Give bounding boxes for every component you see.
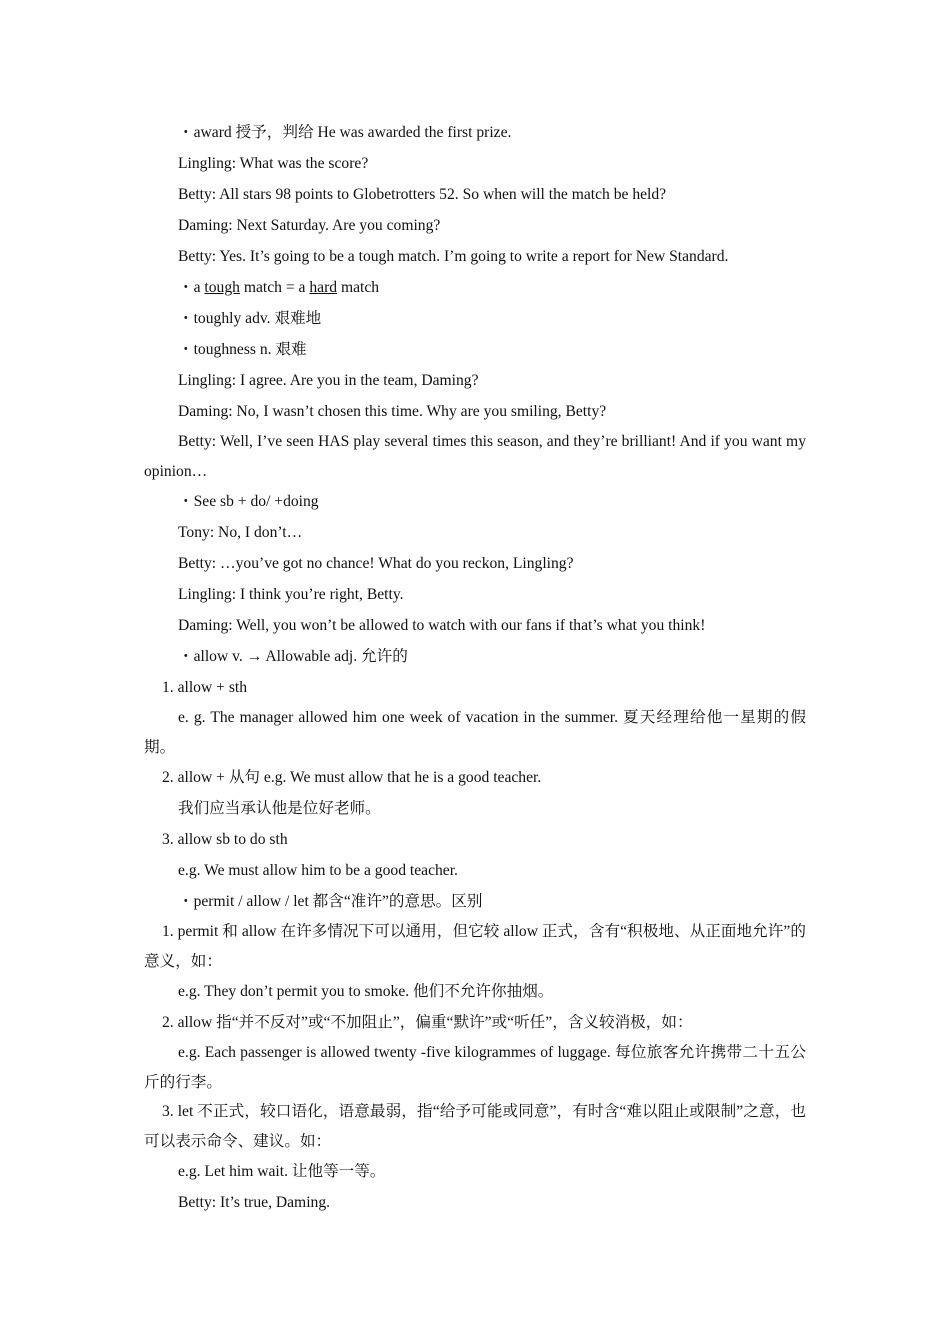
dialogue-line: Daming: Well, you won’t be allowed to watch with our fans if that’s what you think! [178,617,706,634]
note-permit-allow-let: ・permit / allow / let 都含“准许”的意思。区别 [178,893,483,910]
underlined-word-tough: tough [204,279,240,296]
note-text: match [337,279,380,296]
dialogue-line: Betty: It’s true, Daming. [178,1194,331,1211]
dialogue-line: Betty: Yes. It’s going to be a tough match. I’m going to write a report for New Standard. [178,248,729,265]
note-toughly: ・toughly adv. 艰难地 [178,310,322,327]
dialogue-line: Tony: No, I don’t… [178,524,303,541]
dialogue-line: Lingling: What was the score? [178,155,369,172]
note-see-sb: ・See sb + do/ +doing [178,493,319,510]
note-award: ・award 授予，判给 He was awarded the first prize. [178,124,512,141]
usage-item: 2. allow + 从句 e.g. We must allow that he is a good teacher. [162,769,542,786]
note-toughness: ・toughness n. 艰难 [178,341,307,358]
document-body [144,117,806,1218]
dialogue-line: Betty: Well, I’ve seen HAS play several times this season, and they’re brilliant! And if you want my opinion… [144,433,806,480]
example-sentence: e.g. Let him wait. 让他等一等。 [178,1163,386,1180]
example-sentence: e.g. They don’t permit you to smoke. 他们不允许你抽烟。 [178,983,554,1000]
note-text: match = a [239,279,310,296]
example-sentence: e.g. We must allow him to be a good teacher. [178,862,458,879]
usage-item: 1. permit 和 allow 在许多情况下可以通用，但它较 allow 正式，含有“积极地、从正面地允许”的意义，如： [144,923,806,970]
dialogue-line: Lingling: I agree. Are you in the team, Daming? [178,372,479,389]
usage-item: 3. let 不正式，较口语化，语意最弱，指“给予可能或同意”，有时含“难以阻止或限制”之意，也可以表示命令、建议。如： [144,1103,806,1150]
dialogue-line: Daming: No, I wasn’t chosen this time. Why are you smiling, Betty? [178,403,607,420]
dialogue-line: Daming: Next Saturday. Are you coming? [178,217,441,234]
note-allow: ・allow v. → Allowable adj. 允许的 [178,648,408,665]
usage-item: 1. allow + sth [162,679,248,696]
note-text: ・a [178,279,205,296]
note-tough-match [144,272,806,303]
example-translation: 我们应当承认他是位好老师。 [178,800,381,817]
example-sentence: e.g. Each passenger is allowed twenty -five kilogrammes of luggage. 每位旅客允许携带二十五公斤的行李。 [144,1044,806,1091]
dialogue-line: Betty: …you’ve got no chance! What do you reckon, Lingling? [178,555,574,572]
example-sentence: e. g. The manager allowed him one week of vacation in the summer. 夏天经理给他一星期的假期。 [144,709,806,756]
dialogue-line: Betty: All stars 98 points to Globetrotters 52. So when will the match be held? [178,186,667,203]
usage-item: 2. allow 指“并不反对”或“不加阻止”，偏重“默许”或“听任”，含义较消极，如： [162,1014,693,1031]
usage-item: 3. allow sb to do sth [162,831,288,848]
underlined-word-hard: hard [309,279,338,296]
dialogue-line: Lingling: I think you’re right, Betty. [178,586,404,603]
